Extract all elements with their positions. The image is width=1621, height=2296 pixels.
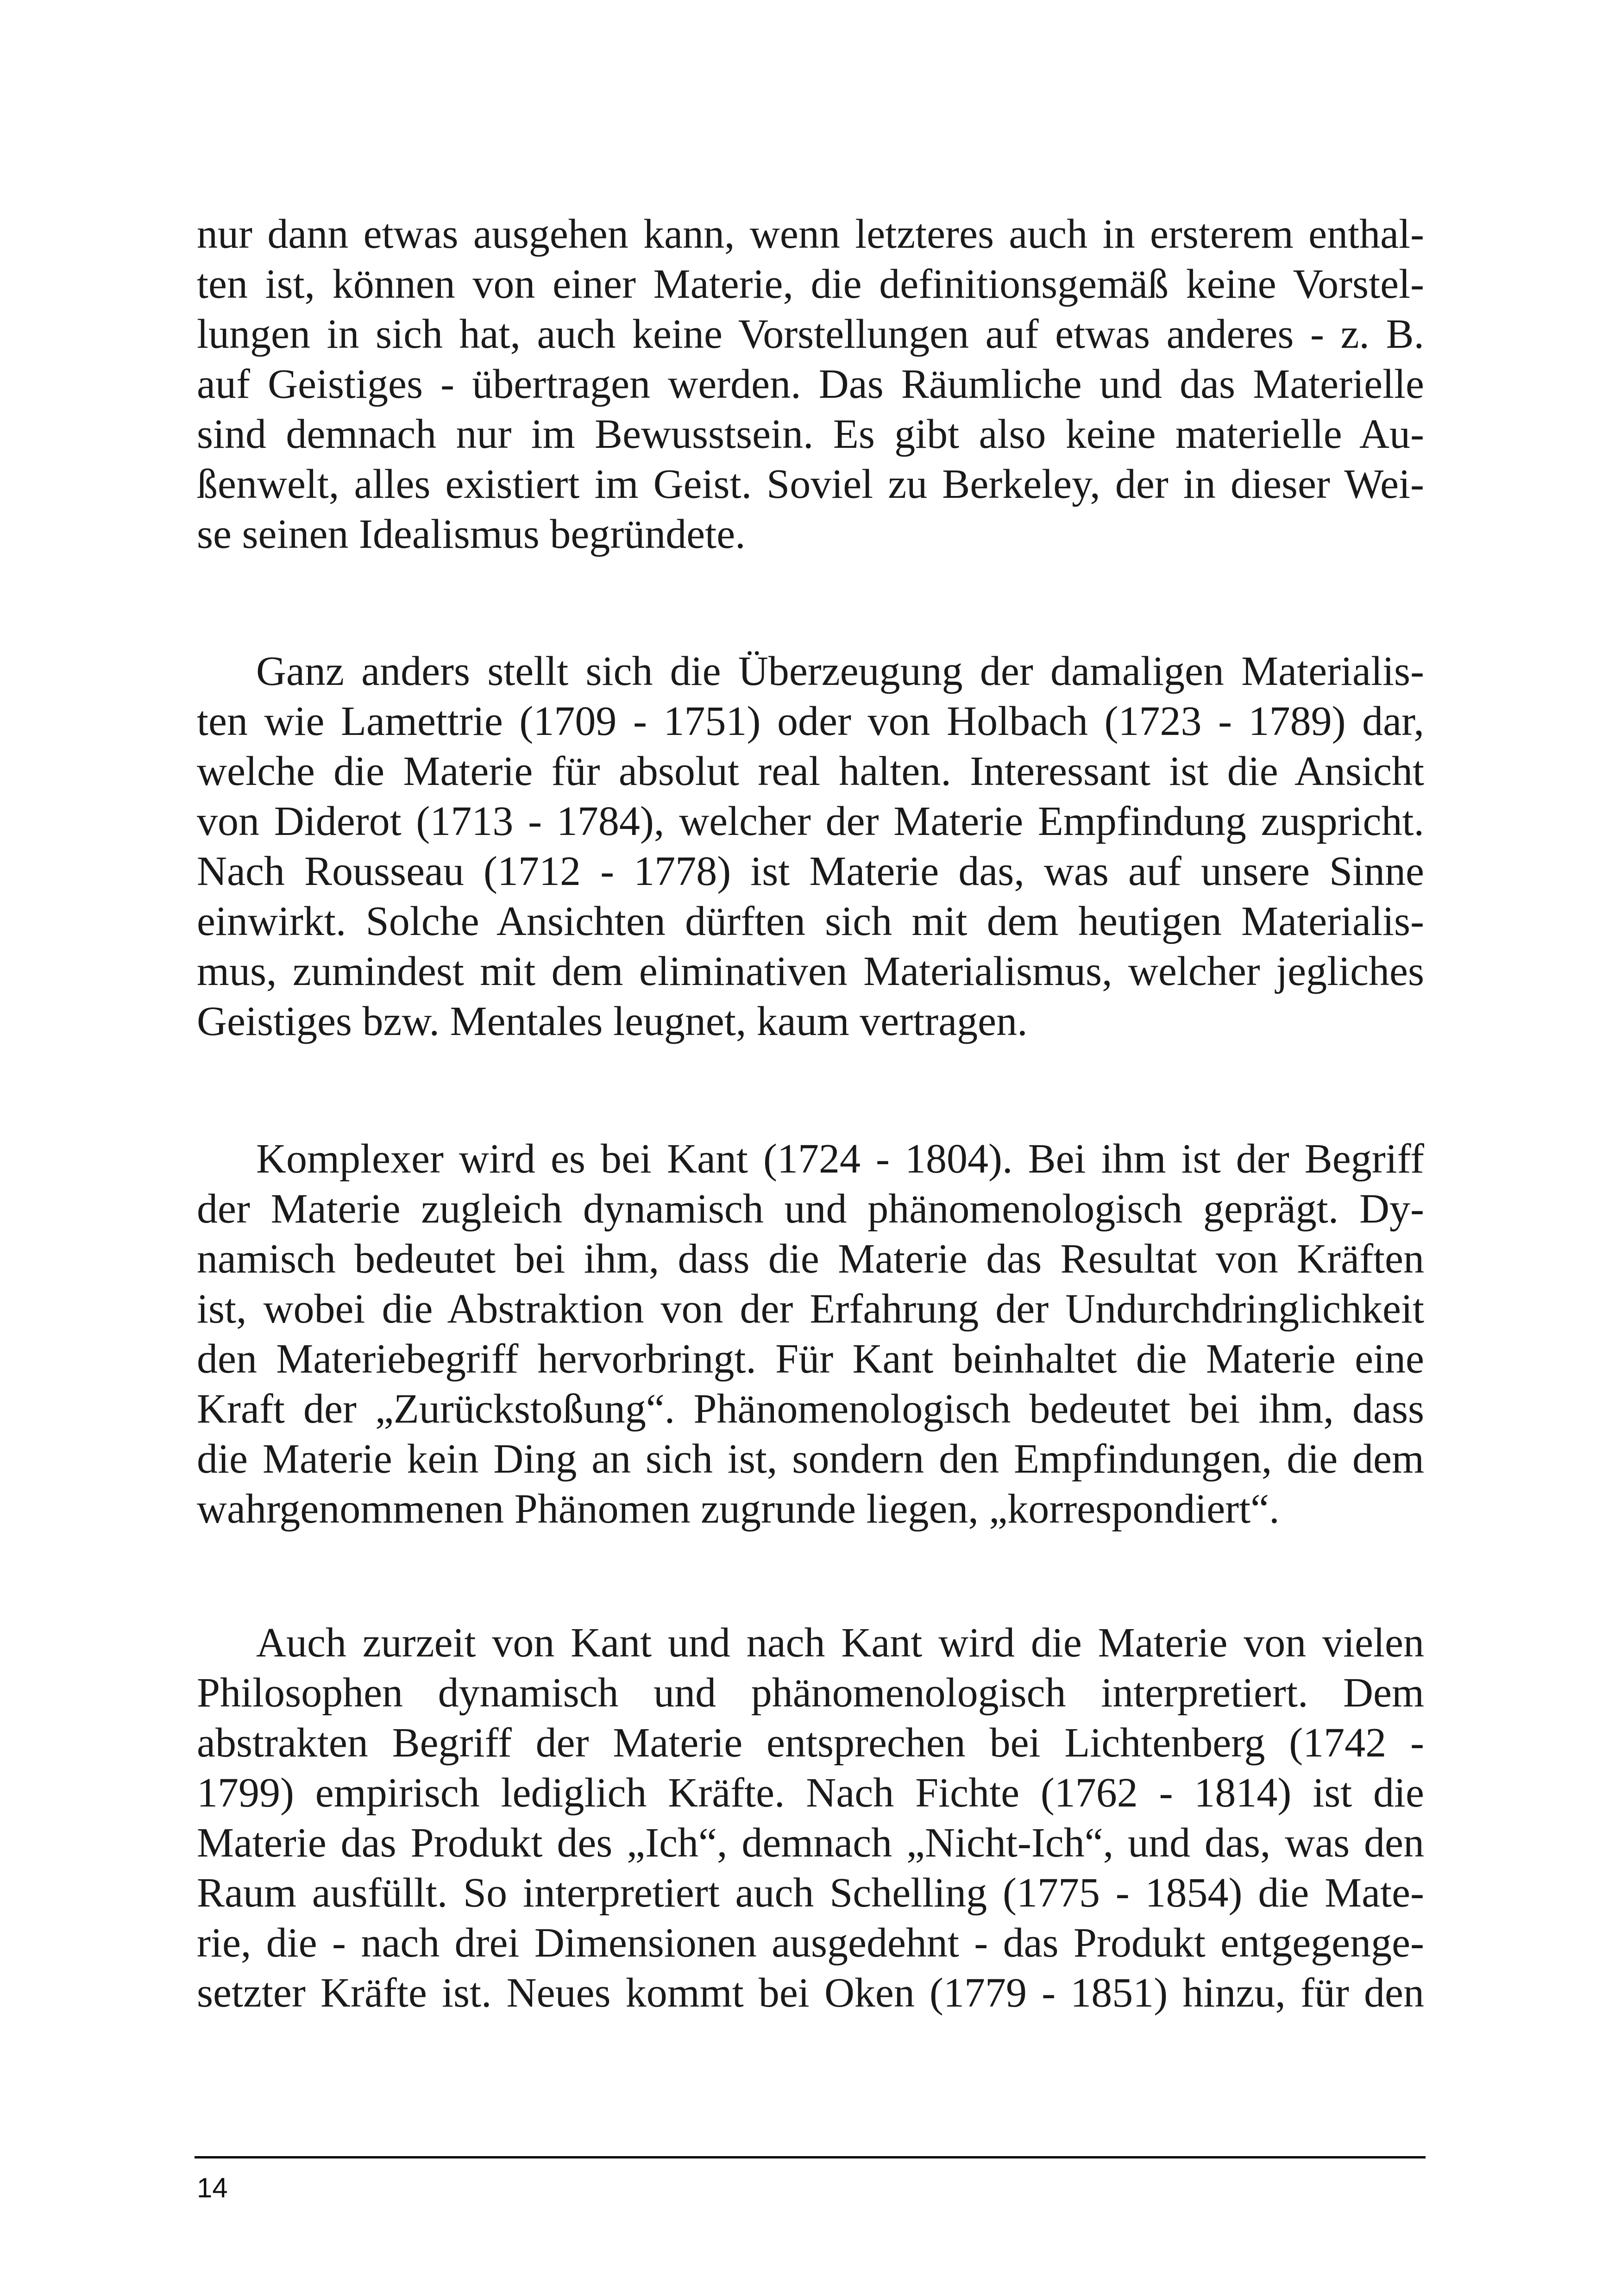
paragraph-3 [197,1134,1424,1534]
paragraph-line: der Materie zugleich dynamisch und phänomenologisch geprägt. Dy- [197,1186,1424,1232]
paragraph-line: lungen in sich hat, auch keine Vorstellungen auf etwas anderes - z. B. [197,311,1424,357]
paragraph-2 [197,646,1424,1047]
paragraph-line: auf Geistiges - übertragen werden. Das Räumliche und das Materielle [197,361,1424,407]
paragraph-line: Auch zurzeit von Kant und nach Kant wird die Materie von vielen [256,1620,1424,1666]
paragraph-line: welche die Materie für absolut real halten. Interessant ist die Ansicht [197,748,1424,794]
paragraph-line: se seinen Idealismus begründete. [197,511,746,557]
paragraph-line: Kraft der „Zurückstoßung“. Phänomenologisch bedeutet bei ihm, dass [197,1386,1424,1432]
paragraph-line: ten wie Lamettrie (1709 - 1751) oder von Holbach (1723 - 1789) dar, [197,698,1424,744]
paragraph-line: Materie das Produkt des „Ich“, demnach „Nicht-Ich“, und das, was den [197,1820,1424,1866]
paragraph-line: Philosophen dynamisch und phänomenologisch interpretiert. Dem [197,1670,1424,1716]
paragraph-line: namisch bedeutet bei ihm, dass die Materie das Resultat von Kräften [197,1236,1424,1282]
paragraph-line: Geistiges bzw. Mentales leugnet, kaum vertragen. [197,998,1028,1044]
paragraph-line: ten ist, können von einer Materie, die definitionsgemäß keine Vorstel- [197,261,1424,307]
paragraph-line: abstrakten Begriff der Materie entsprechen bei Lichtenberg (1742 - [197,1720,1424,1766]
paragraph-line: ßenwelt, alles existiert im Geist. Soviel zu Berkeley, der in dieser Wei- [197,461,1424,507]
paragraph-line: rie, die - nach drei Dimensionen ausgedehnt - das Produkt entgegenge- [197,1920,1424,1966]
paragraph-line: ist, wobei die Abstraktion von der Erfahrung der Undurchdringlichkeit [197,1286,1424,1332]
paragraph-line: von Diderot (1713 - 1784), welcher der Materie Empfindung zuspricht. [197,798,1424,844]
paragraph-line: mus, zumindest mit dem eliminativen Materialismus, welcher jegliches [197,948,1424,994]
paragraph-line: Nach Rousseau (1712 - 1778) ist Materie das, was auf unsere Sinne [197,848,1424,894]
paragraph-line: Komplexer wird es bei Kant (1724 - 1804). Bei ihm ist der Begriff [256,1136,1424,1182]
paragraph-line: setzter Kräfte ist. Neues kommt bei Oken (1779 - 1851) hinzu, für den [197,1970,1424,2016]
paragraph-line: 1799) empirisch lediglich Kräfte. Nach Fichte (1762 - 1814) ist die [197,1770,1424,1816]
paragraph-line: nur dann etwas ausgehen kann, wenn letzteres auch in ersterem enthal- [197,211,1424,257]
paragraph-line: den Materiebegriff hervorbringt. Für Kant beinhaltet die Materie eine [197,1336,1424,1382]
paragraph-line: Ganz anders stellt sich die Überzeugung der damaligen Materialis- [256,648,1424,694]
footer-divider [195,2156,1426,2158]
page-number: 14 [197,2172,228,2203]
paragraph-4 [197,1618,1424,2018]
paragraph-line: sind demnach nur im Bewusstsein. Es gibt also keine materielle Au- [197,411,1424,457]
paragraph-line: wahrgenommenen Phänomen zugrunde liegen, „korrespondiert“. [197,1486,1280,1532]
paragraph-line: die Materie kein Ding an sich ist, sondern den Empfindungen, die dem [197,1436,1424,1482]
paragraph-line: Raum ausfüllt. So interpretiert auch Schelling (1775 - 1854) die Mate- [197,1870,1424,1916]
paragraph-line: einwirkt. Solche Ansichten dürften sich mit dem heutigen Materialis- [197,898,1424,944]
paragraph-1 [197,209,1424,559]
